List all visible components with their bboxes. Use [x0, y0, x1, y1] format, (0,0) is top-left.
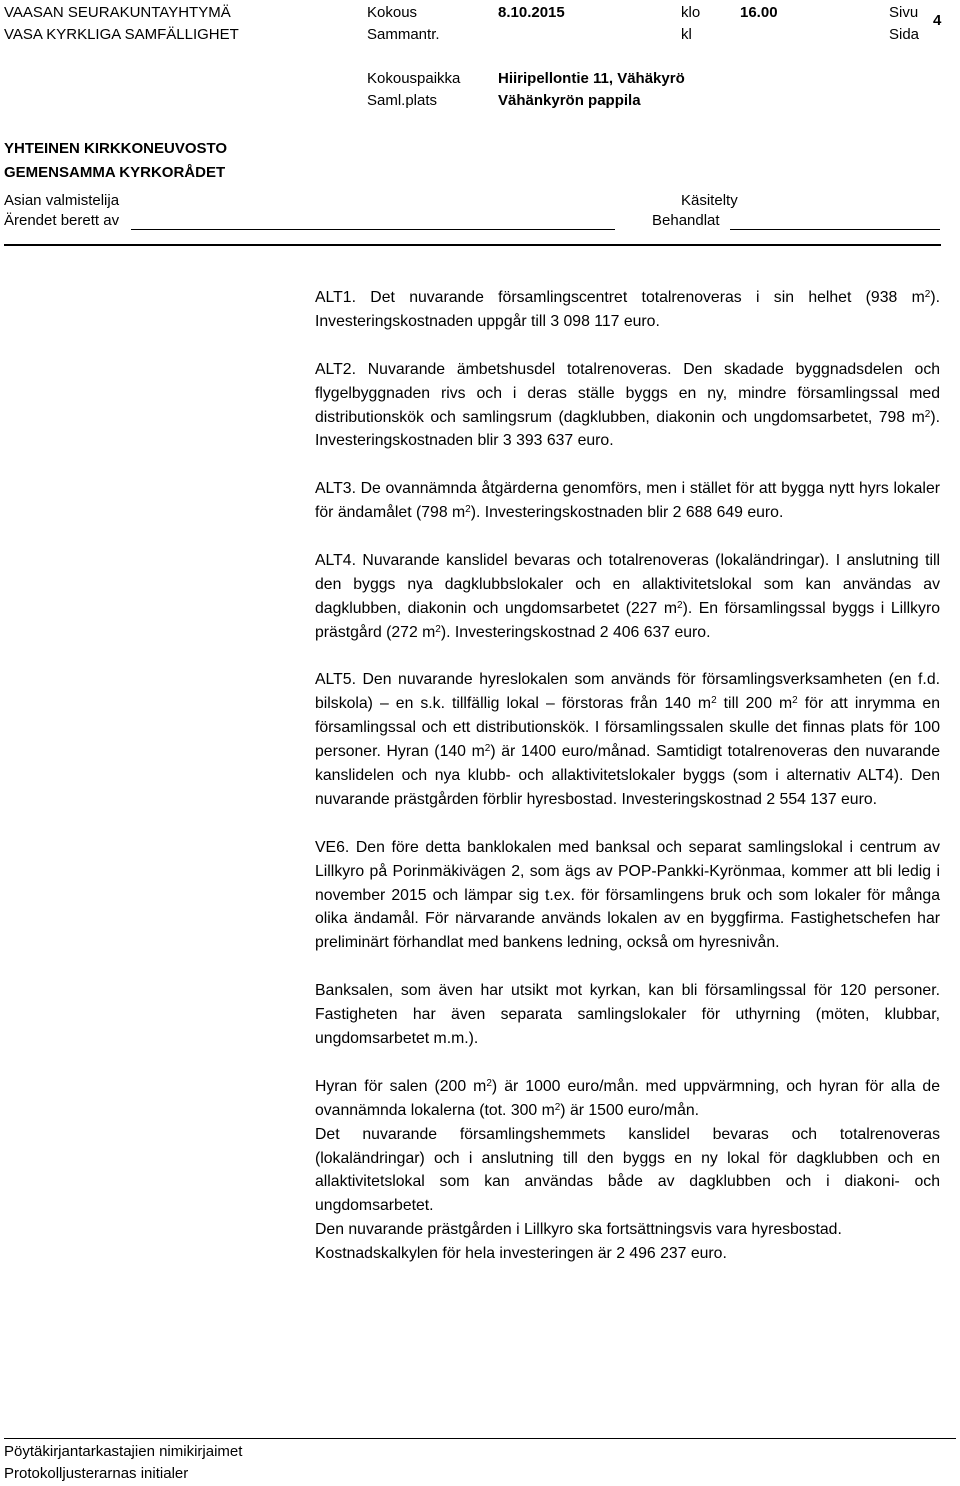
prepared-by-label-sv: Ärendet berett av — [4, 212, 120, 229]
office-paragraph: Det nuvarande församlingshemmets kanslidel bevaras och totalrenoveras (lokaländringar) och i anslutning till den byggs en ny lokal för dagklubben och en allaktivitetslokal som kan användas både av dagklubben och i diakoni- och ungdomsarbetet. — [315, 1125, 940, 1215]
alt2-paragraph: ALT2. Nuvarande ämbetshusdel totalrenoveras. Den skadade byggnadsdelen och flygelbyggnaden rivs och i deras ställe byggs en ny, mindre församlingssal med distributionskök och samlingsrum (dagklubben, diakonin och ungdomsarbetet, 798 $m^2$). Investeringskostnaden blir 3 393 637 euro. — [315, 360, 940, 450]
meeting-label-fi: Kokous — [367, 4, 418, 21]
org-name-fi: VAASAN SEURAKUNTAYHTYMÄ — [4, 4, 231, 21]
place-label-sv: Saml.plats — [367, 92, 438, 109]
page-label-fi: Sivu — [889, 4, 919, 21]
place-address: Hiiripellontie 11, Vähäkyrö — [498, 70, 685, 87]
time-label-fi: klo — [681, 4, 701, 21]
footer-divider — [4, 1438, 956, 1439]
parsonage-paragraph: Den nuvarande prästgården i Lillkyro ska fortsättningsvis vara hyresbostad. — [315, 1221, 842, 1239]
footer-initials-sv: Protokolljusterarnas initialer — [4, 1465, 189, 1482]
alt5-paragraph: ALT5. Den nuvarande hyreslokalen som används för församlingsverksamheten (en f.d. bilskola) – en s.k. tillfällig lokal – förstoras från 140 $m^2$ till 200 $m^2$ för att inrymma en församlingssal och ett distributionskök. I församlingssalen skulle det finnas plats för 100 personer. Hyran (140 $m^2$) är 1400 euro/månad. Samtidigt totalrenoveras den nuvarande kanslidelen och nya klubb- och allaktivitetslokaler byggs (som i alternativ ALT4). Den nuvarande prästgården förblir hyresbostad. Investeringskostnad 2 554 137 euro. — [315, 671, 940, 808]
handled-label-fi: Käsitelty — [681, 192, 738, 209]
ve6-paragraph: VE6. Den före detta banklokalen med banksal och separat samlingslokal i centrum av Lillkyro på Porinmäkivägen 2, som ägs av POP-Pankki-Kyrönmaa, kommer att bli ledig i november 2015 och lämpar sig t.ex. för församlingens bruk och som lokaler för många olika ändamål. För närvarande används lokalen av en byggfirma. Fastighetschefen har preliminärt förhandlat med bankens ledning, också om hyresnivån. — [315, 838, 940, 952]
alt1-paragraph: ALT1. Det nuvarande församlingscentret totalrenoveras i sin helhet (938 $m^2$). Investeringskostnaden uppgår till 3 098 117 euro. — [315, 289, 940, 330]
alt3-paragraph: ALT3. De ovannämnda åtgärderna genomförs, men i stället för att bygga nytt hyrs lokaler för ändamålet (798 $m^2$). Investeringskostnaden blir 2 688 649 euro. — [315, 480, 940, 522]
handled-line — [730, 229, 940, 230]
page-label-sv: Sida — [889, 26, 920, 43]
cost-paragraph: Kostnadskalkylen för hela investeringen är 2 496 237 euro. — [315, 1245, 727, 1263]
time-label-sv: kl — [681, 26, 692, 43]
org-name-sv: VASA KYRKLIGA SAMFÄLLIGHET — [4, 26, 239, 43]
banksalen-paragraph: Banksalen, som även har utsikt mot kyrkan, kan bli församlingssal för 120 personer. Fastigheten har även separata samlingslokaler för uthyrning (möten, klubbar, ungdomsarbetet m.m.). — [315, 982, 940, 1047]
meeting-label-sv: Sammantr. — [367, 26, 440, 43]
prepared-by-line — [131, 229, 615, 230]
page-number: 4 — [933, 12, 942, 29]
place-label-fi: Kokouspaikka — [367, 70, 461, 87]
place-name: Vähänkyrön pappila — [498, 92, 641, 109]
handled-label-sv: Behandlat — [652, 212, 720, 229]
meeting-time: 16.00 — [740, 4, 778, 21]
council-name-sv: GEMENSAMMA KYRKORÅDET — [4, 164, 226, 181]
document-body — [315, 286, 940, 1266]
alt4-paragraph: ALT4. Nuvarande kanslidel bevaras och totalrenoveras (lokaländringar). I anslutning till den byggs nya dagklubbslokaler och en allaktivitetslokal som kan användas av dagklubben, diakonin och ungdomsarbetet (227 $m^2$). En församlingssal byggs i Lillkyro prästgård (272 $m^2$). Investeringskostnad 2 406 637 euro. — [315, 551, 940, 641]
prepared-by-label-fi: Asian valmistelija — [4, 192, 120, 209]
header-divider — [4, 244, 941, 246]
rent-paragraph: Hyran för salen (200 $m^2$) är 1000 euro/mån. med uppvärmning, och hyran för alla de ovannämnda lokalerna (tot. 300 $m^2$) är 1500 euro/mån. — [315, 1077, 940, 1119]
meeting-date: 8.10.2015 — [498, 4, 565, 21]
footer-initials-fi: Pöytäkirjantarkastajien nimikirjaimet — [4, 1443, 243, 1460]
council-name-fi: YHTEINEN KIRKKONEUVOSTO — [4, 140, 228, 157]
